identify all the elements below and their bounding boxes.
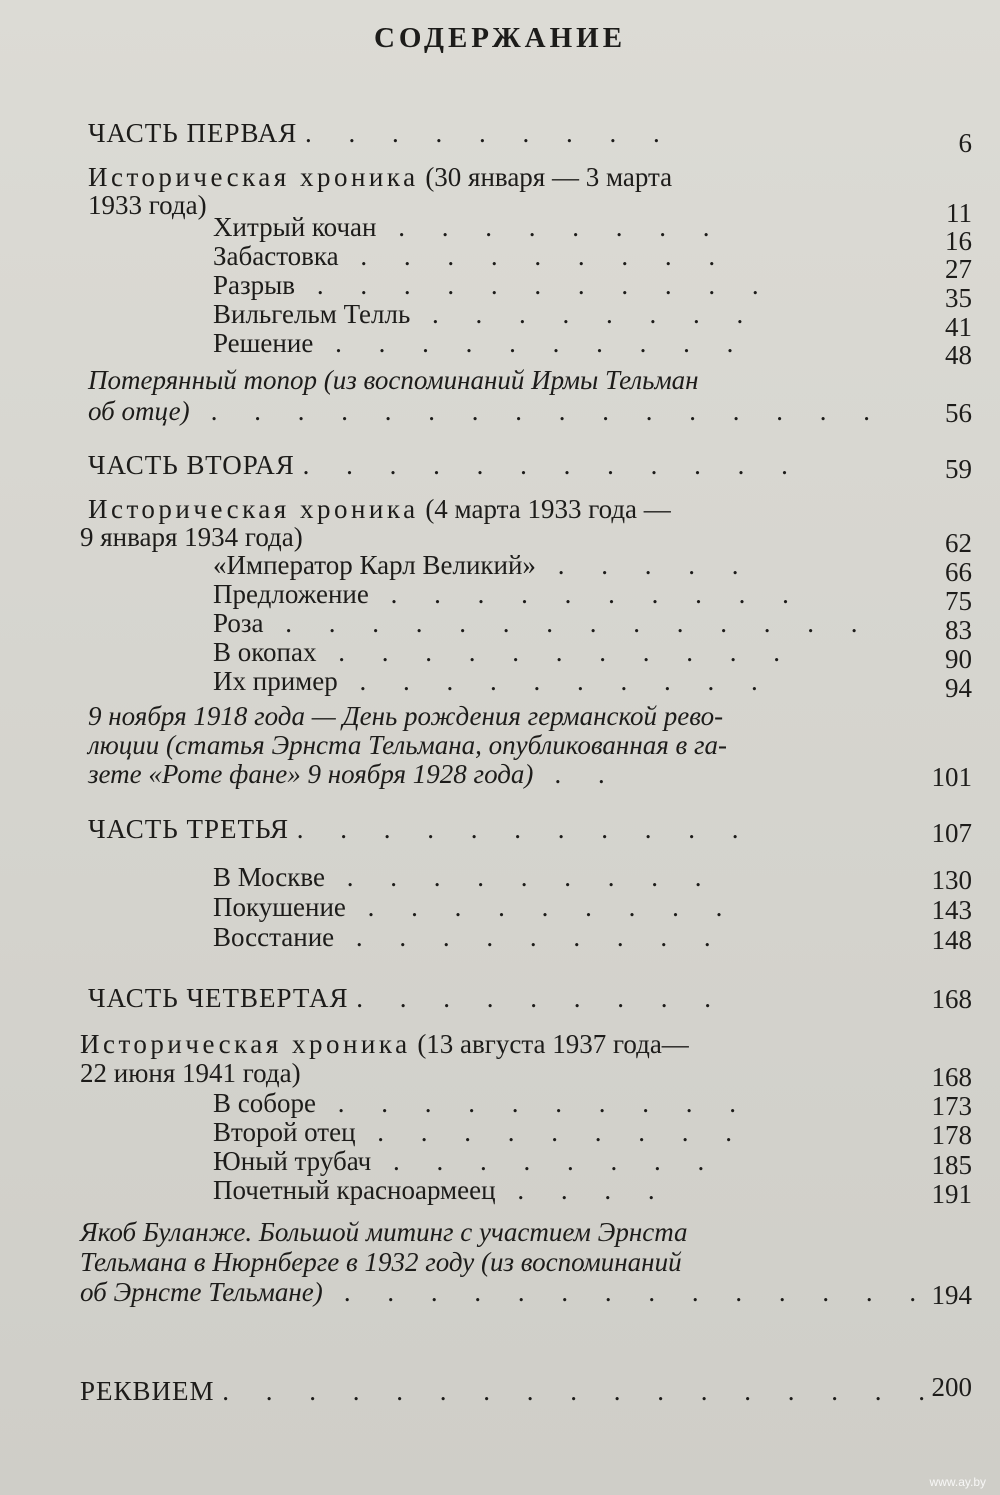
chronicle-1-page: 11	[946, 198, 972, 228]
leader-dots: . . . . . . . . . .	[337, 666, 773, 696]
article-page: 101	[931, 762, 972, 792]
entry-title: Роза	[213, 608, 264, 638]
part-four-label: ЧАСТЬ ЧЕТВЕРТАЯ	[88, 983, 349, 1013]
memoir-4-line3[interactable]	[80, 1275, 932, 1309]
toc-entry[interactable]	[213, 860, 716, 894]
entry-title: Разрыв	[213, 270, 296, 300]
part-one-page: 6	[958, 128, 972, 158]
part-two-entry[interactable]	[88, 448, 803, 482]
entry-title: Забастовка	[213, 241, 339, 271]
entry-title: Покушение	[213, 892, 346, 922]
leader-dots: . . . .	[495, 1175, 670, 1205]
part-one-label: ЧАСТЬ ПЕРВАЯ	[88, 118, 298, 148]
entry-title: Решение	[213, 328, 314, 358]
entry-page: 178	[931, 1120, 972, 1150]
leader-dots: . . . . . . . . . .	[315, 1088, 751, 1118]
leader-dots: . . . . . . . . . . . .	[302, 450, 803, 480]
memoir-1-page: 56	[945, 398, 972, 428]
toc-entry[interactable]	[213, 664, 773, 698]
chronicle-4-title: Историческая хроника	[80, 1029, 411, 1059]
part-four-entry[interactable]	[88, 981, 726, 1015]
leader-dots: . . . . . . . . .	[356, 983, 726, 1013]
entry-page: 41	[945, 312, 972, 342]
leader-dots: . . . . . . . . .	[305, 118, 675, 148]
chronicle-4-line2	[80, 1056, 301, 1090]
leader-dots: . . . . . . . . . . . . . .	[322, 1277, 932, 1307]
chronicle-2-page: 62	[945, 528, 972, 558]
part-one-entry[interactable]	[88, 116, 675, 150]
leader-dots: . . . . . . . .	[371, 1146, 720, 1176]
entry-page: 185	[931, 1150, 972, 1180]
leader-dots: . . . . . . . . .	[324, 862, 717, 892]
article-line3[interactable]	[88, 757, 620, 791]
entry-title: Вильгельм Телль	[213, 299, 411, 329]
entry-page: 75	[945, 586, 972, 616]
entry-title: Хитрый кочан	[213, 212, 377, 242]
entry-page: 191	[931, 1179, 972, 1209]
chronicle-4-page: 168	[931, 1062, 972, 1092]
article-tail: зете «Роте фане» 9 ноября 1928 года)	[88, 759, 534, 789]
leader-dots: . . . . . . . . .	[345, 892, 738, 922]
leader-dots: . . . . . . . . . .	[368, 579, 804, 609]
requiem-page: 200	[931, 1372, 972, 1402]
entry-page: 148	[931, 925, 972, 955]
memoir-4-line1: Якоб Буланже. Большой митинг с участием Эрнста	[80, 1217, 688, 1247]
entry-page: 27	[945, 254, 972, 284]
chronicle-2-dates: (4 марта 1933 года —	[425, 494, 671, 524]
entry-title: Юный трубач	[213, 1146, 372, 1176]
leader-dots: . . . . . . . . . .	[313, 328, 749, 358]
toc-entry[interactable]	[213, 1173, 670, 1207]
leader-dots: . . . . . . . . . . . . . .	[263, 608, 873, 638]
leader-dots: . . . . . . . . . . .	[316, 637, 795, 667]
entry-title: В соборе	[213, 1088, 316, 1118]
leader-dots: . .	[533, 759, 621, 789]
chronicle-1-dates: (30 января — 3 марта	[425, 162, 673, 192]
entry-page: 173	[931, 1091, 972, 1121]
chronicle-2-title: Историческая хроника	[88, 494, 419, 524]
leader-dots: . . . . . . . . .	[355, 1117, 748, 1147]
chronicle-1-line2	[88, 188, 207, 222]
entry-title: «Император Карл Великий»	[213, 550, 536, 580]
entry-page: 48	[945, 340, 972, 370]
article-line1: 9 ноября 1918 года — День рождения германской рево-	[88, 701, 724, 731]
leader-dots: . . . . . . . .	[410, 299, 759, 329]
part-four-page: 168	[931, 984, 972, 1014]
entry-page: 35	[945, 283, 972, 313]
part-three-entry[interactable]	[88, 812, 754, 846]
part-three-page: 107	[931, 818, 972, 848]
entry-title: Их пример	[213, 666, 338, 696]
entry-title: Второй отец	[213, 1117, 356, 1147]
entry-title: Восстание	[213, 922, 335, 952]
chronicle-1-title: Историческая хроника	[88, 162, 419, 192]
entry-page: 90	[945, 644, 972, 674]
leader-dots: . . . . . . . . .	[334, 922, 726, 952]
chronicle-2-year: 9 января 1934 года)	[80, 522, 303, 552]
part-two-label: ЧАСТЬ ВТОРАЯ	[88, 450, 295, 480]
leader-dots: . . . . . . . .	[376, 212, 725, 242]
memoir-1-line2[interactable]	[88, 394, 886, 428]
chronicle-4-year: 22 июня 1941 года)	[80, 1058, 301, 1088]
chronicle-4-dates: (13 августа 1937 года—	[417, 1029, 689, 1059]
entry-page: 94	[945, 673, 972, 703]
entry-page: 66	[945, 557, 972, 587]
memoir-1-tail: об отце)	[88, 396, 190, 426]
leader-dots: . . . . . . . . . . . . . . . . .	[222, 1376, 941, 1406]
toc-entry[interactable]	[213, 890, 737, 924]
entry-page: 130	[931, 865, 972, 895]
entry-title: В Москве	[213, 862, 325, 892]
part-two-page: 59	[945, 454, 972, 484]
requiem-entry[interactable]	[80, 1374, 940, 1408]
memoir-4-page: 194	[931, 1280, 972, 1310]
toc-entry[interactable]	[213, 920, 726, 954]
leader-dots: . . . . . . . . . . .	[295, 270, 774, 300]
article-line2: люции (статья Эрнста Тельмана, опубликованная в га-	[88, 730, 728, 760]
chronicle-1-year: 1933 года)	[88, 190, 207, 220]
memoir-1-line1: Потерянный топор (из воспоминаний Ирмы Тельман	[88, 365, 699, 395]
entry-title: Почетный красноармеец	[213, 1175, 496, 1205]
watermark: www.ay.by	[929, 1475, 986, 1489]
leader-dots: . . . . . . . . . . .	[296, 814, 754, 844]
leader-dots: . . . . . . . . .	[338, 241, 731, 271]
leader-dots: . . . . . . . . . . . . . . . .	[189, 396, 886, 426]
entry-page: 16	[945, 226, 972, 256]
entry-title: В окопах	[213, 637, 317, 667]
entry-title: Предложение	[213, 579, 369, 609]
leader-dots: . . . . .	[535, 550, 754, 580]
entry-page: 83	[945, 615, 972, 645]
memoir-4-line2: Тельмана в Нюрнберге в 1932 году (из воспоминаний	[80, 1247, 682, 1277]
toc-entry[interactable]	[213, 326, 748, 360]
entry-page: 143	[931, 895, 972, 925]
requiem-label: РЕКВИЕМ	[80, 1376, 215, 1406]
memoir-4-tail: об Эрнсте Тельмане)	[80, 1277, 323, 1307]
contents-heading: СОДЕРЖАНИЕ	[373, 22, 627, 54]
part-three-label: ЧАСТЬ ТРЕТЬЯ	[88, 814, 290, 844]
